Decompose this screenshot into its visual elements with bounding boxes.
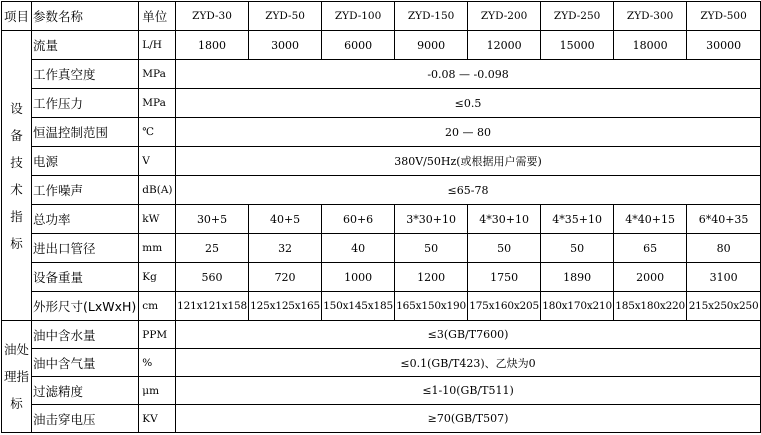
table-row xyxy=(2,89,761,118)
header-model: ZYD-150 xyxy=(395,2,468,31)
row-name: 工作压力 xyxy=(32,89,139,118)
row-name: 过滤精度 xyxy=(32,377,139,405)
table-cell: 50 xyxy=(468,234,541,263)
table-cell: 165x150x190 xyxy=(395,292,468,321)
row-name: 工作噪声 xyxy=(32,176,139,205)
table-cell: 25 xyxy=(176,234,249,263)
row-name: 设备重量 xyxy=(32,263,139,292)
merged-value: ≥70(GB/T507) xyxy=(176,405,761,433)
table-cell: 30000 xyxy=(687,31,761,60)
group-equipment-label xyxy=(2,31,32,321)
table-cell: 50 xyxy=(541,234,614,263)
table-cell: 560 xyxy=(176,263,249,292)
table-row xyxy=(2,205,761,234)
row-unit: ℃ xyxy=(139,118,176,147)
table-row xyxy=(2,349,761,377)
header-model: ZYD-100 xyxy=(322,2,395,31)
row-name: 油击穿电压 xyxy=(32,405,139,433)
row-unit: kW xyxy=(139,205,176,234)
table-cell: 185x180x220 xyxy=(614,292,687,321)
group-oil-line: 标 xyxy=(10,396,23,411)
table-cell: 1200 xyxy=(395,263,468,292)
header-param: 参数名称 xyxy=(32,2,139,31)
table-cell: 1750 xyxy=(468,263,541,292)
table-cell: 175x160x205 xyxy=(468,292,541,321)
row-unit: cm xyxy=(139,292,176,321)
row-unit: PPM xyxy=(139,321,176,349)
table-row xyxy=(2,60,761,89)
table-cell: 80 xyxy=(687,234,761,263)
table-row xyxy=(2,321,761,349)
header-model: ZYD-250 xyxy=(541,2,614,31)
merged-value: ≤0.1(GB/T423)、乙炔为0 xyxy=(176,349,761,377)
table-cell: 12000 xyxy=(468,31,541,60)
row-unit: L/H xyxy=(139,31,176,60)
row-name: 恒温控制范围 xyxy=(32,118,139,147)
table-cell: 6000 xyxy=(322,31,395,60)
table-cell: 40+5 xyxy=(249,205,322,234)
table-cell: 60+6 xyxy=(322,205,395,234)
row-name: 电源 xyxy=(32,147,139,176)
table-cell: 180x170x210 xyxy=(541,292,614,321)
table-row xyxy=(2,147,761,176)
merged-value: ≤65-78 xyxy=(176,176,761,205)
table-row xyxy=(2,263,761,292)
table-row xyxy=(2,405,761,433)
spec-table xyxy=(1,1,761,433)
header-model: ZYD-30 xyxy=(176,2,249,31)
table-cell: 2000 xyxy=(614,263,687,292)
table-cell: 1800 xyxy=(176,31,249,60)
row-name: 工作真空度 xyxy=(32,60,139,89)
header-row xyxy=(2,2,761,31)
row-unit: μm xyxy=(139,377,176,405)
table-cell: 3*30+10 xyxy=(395,205,468,234)
row-name: 油中含气量 xyxy=(32,349,139,377)
header-item: 项目 xyxy=(2,2,32,31)
table-cell: 4*40+15 xyxy=(614,205,687,234)
group-oil-line: 理指 xyxy=(4,369,30,384)
table-cell: 65 xyxy=(614,234,687,263)
merged-value: ≤3(GB/T7600) xyxy=(176,321,761,349)
table-cell: 40 xyxy=(322,234,395,263)
row-unit: % xyxy=(139,349,176,377)
table-cell: 215x250x250 xyxy=(687,292,761,321)
merged-value: ≤1-10(GB/T511) xyxy=(176,377,761,405)
merged-value: 20 — 80 xyxy=(176,118,761,147)
table-cell: 18000 xyxy=(614,31,687,60)
row-unit: MPa xyxy=(139,89,176,118)
merged-value: ≤0.5 xyxy=(176,89,761,118)
table-row xyxy=(2,31,761,60)
table-cell: 6*40+35 xyxy=(687,205,761,234)
table-cell: 3000 xyxy=(249,31,322,60)
table-cell: 720 xyxy=(249,263,322,292)
table-cell: 4*35+10 xyxy=(541,205,614,234)
row-unit: MPa xyxy=(139,60,176,89)
table-cell: 125x125x165 xyxy=(249,292,322,321)
table-cell: 30+5 xyxy=(176,205,249,234)
header-model: ZYD-500 xyxy=(687,2,761,31)
table-cell: 1000 xyxy=(322,263,395,292)
table-cell: 32 xyxy=(249,234,322,263)
group-equipment-text: 设备技术指标 xyxy=(10,100,23,251)
group-oil-line: 油处 xyxy=(4,342,30,357)
row-name: 总功率 xyxy=(32,205,139,234)
table-row xyxy=(2,292,761,321)
row-unit: Kg xyxy=(139,263,176,292)
table-cell: 1890 xyxy=(541,263,614,292)
table-row xyxy=(2,377,761,405)
merged-value: 380V/50Hz(或根据用户需要) xyxy=(176,147,761,176)
row-name: 进出口管径 xyxy=(32,234,139,263)
header-model: ZYD-200 xyxy=(468,2,541,31)
row-name: 外形尺寸(LxWxH) xyxy=(32,292,139,321)
table-cell: 9000 xyxy=(395,31,468,60)
header-model: ZYD-300 xyxy=(614,2,687,31)
row-name: 油中含水量 xyxy=(32,321,139,349)
merged-value: -0.08 — -0.098 xyxy=(176,60,761,89)
table-cell: 121x121x158 xyxy=(176,292,249,321)
table-cell: 3100 xyxy=(687,263,761,292)
table-row xyxy=(2,234,761,263)
table-cell: 50 xyxy=(395,234,468,263)
table-row xyxy=(2,118,761,147)
row-unit: V xyxy=(139,147,176,176)
row-unit: dB(A) xyxy=(139,176,176,205)
table-cell: 150x145x185 xyxy=(322,292,395,321)
row-unit: KV xyxy=(139,405,176,433)
header-model: ZYD-50 xyxy=(249,2,322,31)
table-cell: 15000 xyxy=(541,31,614,60)
table-row xyxy=(2,176,761,205)
table-cell: 4*30+10 xyxy=(468,205,541,234)
group-oil-label xyxy=(2,321,32,433)
header-unit: 单位 xyxy=(139,2,176,31)
row-name: 流量 xyxy=(32,31,139,60)
row-unit: mm xyxy=(139,234,176,263)
